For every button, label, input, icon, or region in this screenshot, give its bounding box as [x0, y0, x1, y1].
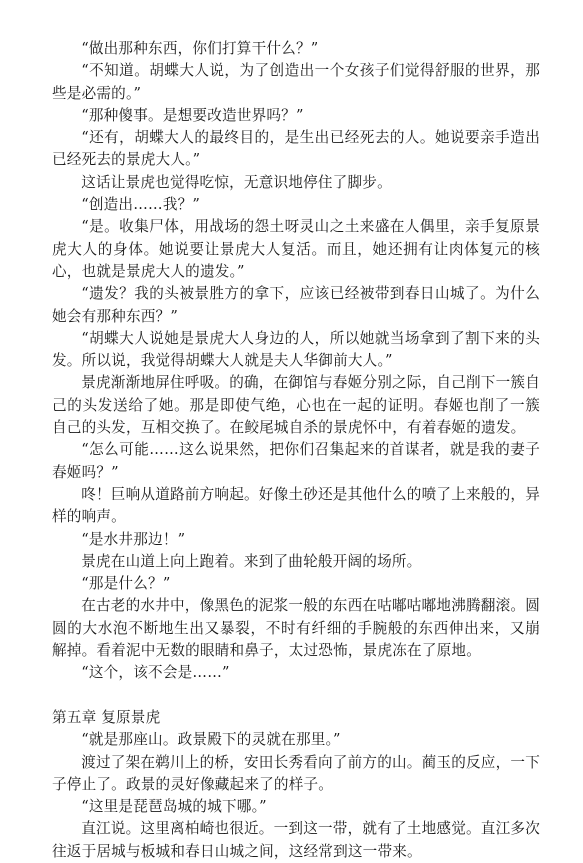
- paragraph: “不知道。胡蝶大人说，为了创造出一个女孩子们觉得舒服的世界，那些是必需的。”: [52, 62, 540, 102]
- paragraph: 在古老的水井中，像黑色的泥浆一般的东西在咕嘟咕嘟地沸腾翻滚。圆圆的大水泡不断地生出又暴裂，不时有纤细的手腕般的东西伸出来，又崩解掉。看着泥中无数的眼睛和鼻子，太过恐怖，景虎冻在了原地。: [52, 597, 540, 660]
- chapter-heading: 第五章 复原景虎: [52, 708, 161, 726]
- paragraph: 渡过了架在鹈川上的桥，安田长秀看向了前方的山。蔺玉的反应，一下子停止了。政景的灵好像藏起来了的样子。: [52, 753, 540, 793]
- paragraph: 景虎在山道上向上跑着。来到了曲轮般开阔的场所。: [81, 552, 422, 570]
- paragraph: “怎么可能……这么说果然，把你们召集起来的首谋者，就是我的妻子春姬吗？”: [52, 441, 540, 481]
- section-after-chapter: [52, 729, 540, 863]
- paragraph: 直江说。这里离柏崎也很近。一到这一带，就有了土地感觉。直江多次往返于居城与板城和春日山城之间，这经常到这一带来。: [52, 820, 540, 860]
- paragraph: “遗发？我的头被景胜方的拿下，应该已经被带到春日山城了。为什么她会有那种东西？”: [52, 285, 540, 325]
- paragraph: 景虎渐渐地屏住呼吸。的确，在御馆与春姬分别之际，自己削下一簇自己的头发送给了她。那是即使气绝，心也在一起的证明。春姬也削了一簇自己的头发，互相交换了。在鲛尾城自杀的景虎怀中，有着春姬的遗发。: [52, 374, 540, 437]
- section-before-chapter: [52, 38, 540, 685]
- paragraph: “是水井那边！”: [81, 530, 186, 548]
- paragraph: 咚！巨响从道路前方响起。好像土砂还是其他什么的喷了上来般的，异样的响声。: [52, 485, 540, 526]
- paragraph: “创造出……我？”: [81, 196, 201, 214]
- paragraph: “那是什么？”: [81, 575, 171, 593]
- paragraph: “做出那种东西，你们打算干什么？”: [81, 40, 319, 57]
- document-page: [52, 38, 540, 863]
- paragraph: “还有，胡蝶大人的最终目的，是生出已经死去的人。她说要亲手造出已经死去的景虎大人。”: [52, 129, 540, 169]
- paragraph: “这里是琵琶岛城的城下哪。”: [81, 798, 267, 816]
- paragraph: “是。收集尸体，用战场的怨土呀灵山之土来盛在人偶里，亲手复原景虎大人的身体。她说要让景虎大人复活。而且，她还拥有让肉体复元的核心，也就是景虎大人的遗发。”: [52, 218, 540, 280]
- paragraph: “这个，该不会是……”: [81, 664, 230, 682]
- paragraph: “胡蝶大人说她是景虎大人身边的人，所以她就当场拿到了割下来的头发。所以说，我觉得胡蝶大人就是夫人华御前大人。”: [52, 329, 540, 370]
- paragraph: “就是那座山。政景殿下的灵就在那里。”: [81, 731, 341, 749]
- section-gap: [52, 685, 540, 707]
- paragraph: 这话让景虎也觉得吃惊，无意识地停住了脚步。: [81, 173, 392, 191]
- paragraph: “那种傻事。是想要改造世界吗？”: [81, 106, 304, 124]
